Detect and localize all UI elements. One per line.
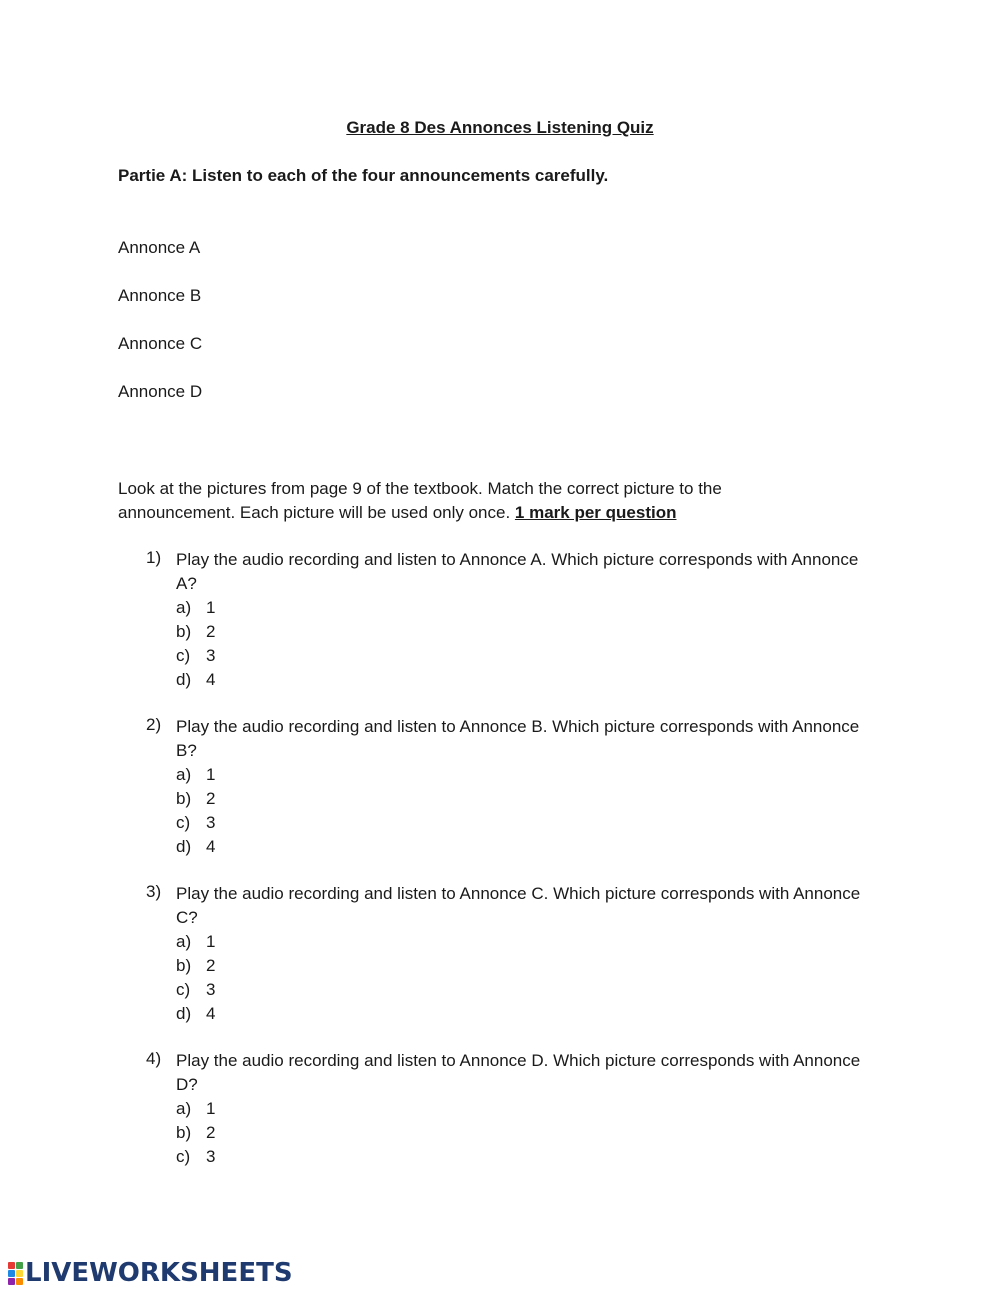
annonce-c-label: Annonce C [118,334,203,353]
page-title: Grade 8 Des Annonces Listening Quiz [346,118,654,137]
instructions-line-2 [118,501,722,525]
option-value: 1 [206,1099,216,1118]
option-value: 4 [206,670,216,689]
option-letter: a) [176,1099,192,1118]
option-value: 2 [206,789,216,808]
option-letter: b) [176,1123,192,1142]
option-value: 1 [206,598,216,617]
question-text: Play the audio recording and listen to Annonce A. Which picture corresponds with Annonce A? [176,550,859,593]
option-value: 2 [206,622,216,641]
logo-tiles-icon [8,1262,23,1285]
answer-option[interactable] [176,930,215,954]
answer-option[interactable] [176,1145,215,1169]
answer-option[interactable] [176,954,215,978]
option-letter: c) [176,1147,191,1166]
instructions [118,477,722,525]
question-text: Play the audio recording and listen to Annonce C. Which picture corresponds with Annonce C? [176,884,861,927]
partie-text: : Listen to each of the four announcements carefully. [181,166,609,185]
option-letter: c) [176,813,191,832]
logo-text: LIVEWORKSHEETS [25,1258,293,1288]
question-text: Play the audio recording and listen to Annonce D. Which picture corresponds with Annonce D? [176,1051,861,1094]
option-letter: a) [176,765,192,784]
question-number: 4) [146,1049,162,1068]
answer-option[interactable] [176,620,215,644]
option-letter: c) [176,980,191,999]
answer-options [176,763,215,859]
question-number: 1) [146,548,162,567]
annonce-b-label: Annonce B [118,286,202,305]
logo-tile [8,1278,15,1285]
option-value: 2 [206,1123,216,1142]
answer-option[interactable] [176,1002,215,1026]
option-value: 3 [206,813,216,832]
option-value: 3 [206,1147,216,1166]
answer-option[interactable] [176,787,215,811]
answer-option[interactable] [176,763,215,787]
annonce-a-label: Annonce A [118,238,201,257]
option-value: 3 [206,646,216,665]
logo-tile [8,1270,15,1277]
option-letter: c) [176,646,191,665]
option-letter: b) [176,956,192,975]
answer-option[interactable] [176,668,215,692]
option-value: 4 [206,1004,216,1023]
answer-option[interactable] [176,835,215,859]
answer-option[interactable] [176,1121,215,1145]
option-value: 3 [206,980,216,999]
annonce-d-label: Annonce D [118,382,203,401]
answer-option[interactable] [176,596,215,620]
question-number: 2) [146,715,162,734]
logo-tile [16,1278,23,1285]
option-letter: a) [176,932,192,951]
question-number: 3) [146,882,162,901]
option-value: 2 [206,956,216,975]
instructions-line-1: Look at the pictures from page 9 of the textbook. Match the correct picture to the [118,479,722,498]
option-letter: b) [176,789,192,808]
logo-tile [16,1262,23,1269]
answer-options [176,1097,215,1169]
option-letter: d) [176,837,192,856]
answer-option[interactable] [176,1097,215,1121]
partie-a-heading [118,166,608,186]
question-text: Play the audio recording and listen to Annonce B. Which picture corresponds with Annonce B? [176,717,860,760]
option-value: 1 [206,765,216,784]
option-value: 4 [206,837,216,856]
option-letter: d) [176,670,192,689]
answer-options [176,930,215,1026]
instructions-line-2-text: announcement. Each picture will be used only once. [118,503,511,522]
logo-tile [16,1270,23,1277]
mark-per-question: 1 mark per question [514,503,677,522]
answer-option[interactable] [176,811,215,835]
partie-label: Partie A [118,166,182,185]
option-value: 1 [206,932,216,951]
option-letter: d) [176,1004,192,1023]
liveworksheets-logo[interactable] [8,1258,293,1288]
answer-option[interactable] [176,644,215,668]
option-letter: b) [176,622,192,641]
answer-options [176,596,215,692]
logo-tile [8,1262,15,1269]
option-letter: a) [176,598,192,617]
answer-option[interactable] [176,978,215,1002]
